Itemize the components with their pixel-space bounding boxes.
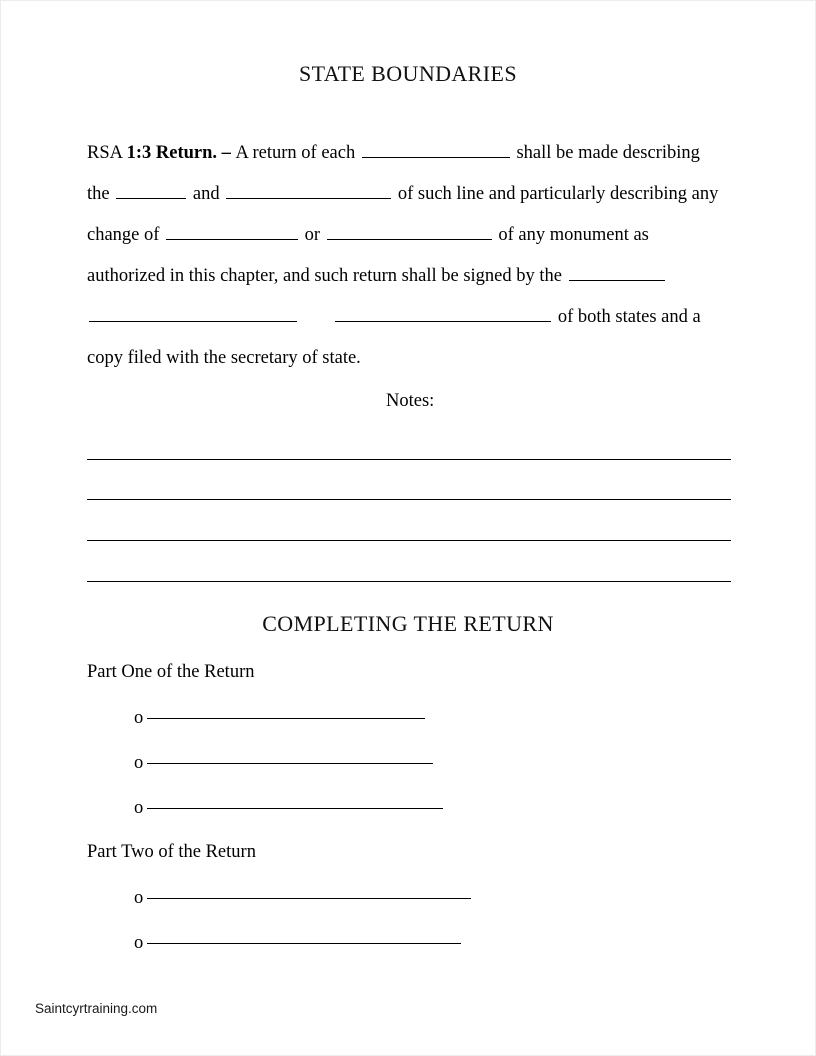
footer-site-name: Saintcyrtraining.com <box>35 1001 158 1016</box>
fill-in-blank-7[interactable] <box>89 306 297 322</box>
bullet-o-icon: o <box>134 798 144 818</box>
statute-line-3 <box>87 221 735 262</box>
statute-line-6 <box>87 344 735 385</box>
statute-line1-text-b: shall be made describing <box>516 143 700 163</box>
list-item[interactable] <box>134 931 461 955</box>
fill-in-blank-8[interactable] <box>335 306 551 322</box>
statute-line4-text-a: authorized in this chapter, and such return shall be signed by the <box>87 266 562 286</box>
answer-line[interactable] <box>147 943 461 944</box>
statute-line6-text-a: copy filed with the secretary of state. <box>87 348 361 368</box>
statute-paragraph <box>87 139 735 385</box>
notes-write-line[interactable] <box>87 540 731 541</box>
statute-line2-text-b: and <box>192 184 220 204</box>
answer-line[interactable] <box>147 898 471 899</box>
fill-in-blank-3[interactable] <box>226 183 391 199</box>
statute-dash: – <box>217 143 236 163</box>
answer-line[interactable] <box>147 718 425 719</box>
fill-in-blank-4[interactable] <box>166 224 298 240</box>
statute-line2-text-a: the <box>87 184 110 204</box>
fill-in-blank-5[interactable] <box>327 224 492 240</box>
bullet-o-icon: o <box>134 933 144 953</box>
list-item[interactable] <box>134 796 443 820</box>
statute-line1-text-a: A return of each <box>235 143 356 163</box>
part-one-label: Part One of the Return <box>87 662 255 682</box>
fill-in-blank-1[interactable] <box>362 142 510 158</box>
list-item[interactable] <box>134 706 425 730</box>
notes-write-line[interactable] <box>87 499 731 500</box>
bullet-o-icon: o <box>134 753 144 773</box>
statute-line3-text-a: change of <box>87 225 160 245</box>
statute-line5-text-a: of both states and a <box>557 307 701 327</box>
page-title: STATE BOUNDARIES <box>299 61 517 86</box>
bullet-o-icon: o <box>134 888 144 908</box>
part-two-label: Part Two of the Return <box>87 842 256 862</box>
notes-write-line[interactable] <box>87 581 731 582</box>
notes-write-line[interactable] <box>87 459 731 460</box>
list-item[interactable] <box>134 886 471 910</box>
statute-line-4 <box>87 262 735 303</box>
statute-line-2 <box>87 180 735 221</box>
statute-citation-bold: 1:3 Return. <box>126 143 218 163</box>
answer-line[interactable] <box>147 763 433 764</box>
fill-in-blank-2[interactable] <box>116 183 186 199</box>
list-item[interactable] <box>134 751 433 775</box>
statute-line3-text-b: or <box>304 225 321 245</box>
statute-line2-text-c: of such line and particularly describing any <box>397 184 719 204</box>
section-title: COMPLETING THE RETURN <box>262 611 554 636</box>
statute-citation-prefix: RSA <box>87 143 127 163</box>
statute-line-5 <box>87 303 735 344</box>
fill-in-blank-6[interactable] <box>569 265 665 281</box>
notes-label: Notes: <box>386 391 435 411</box>
statute-line-1 <box>87 139 735 180</box>
statute-line3-text-c: of any monument as <box>498 225 649 245</box>
bullet-o-icon: o <box>134 708 144 728</box>
answer-line[interactable] <box>147 808 443 809</box>
